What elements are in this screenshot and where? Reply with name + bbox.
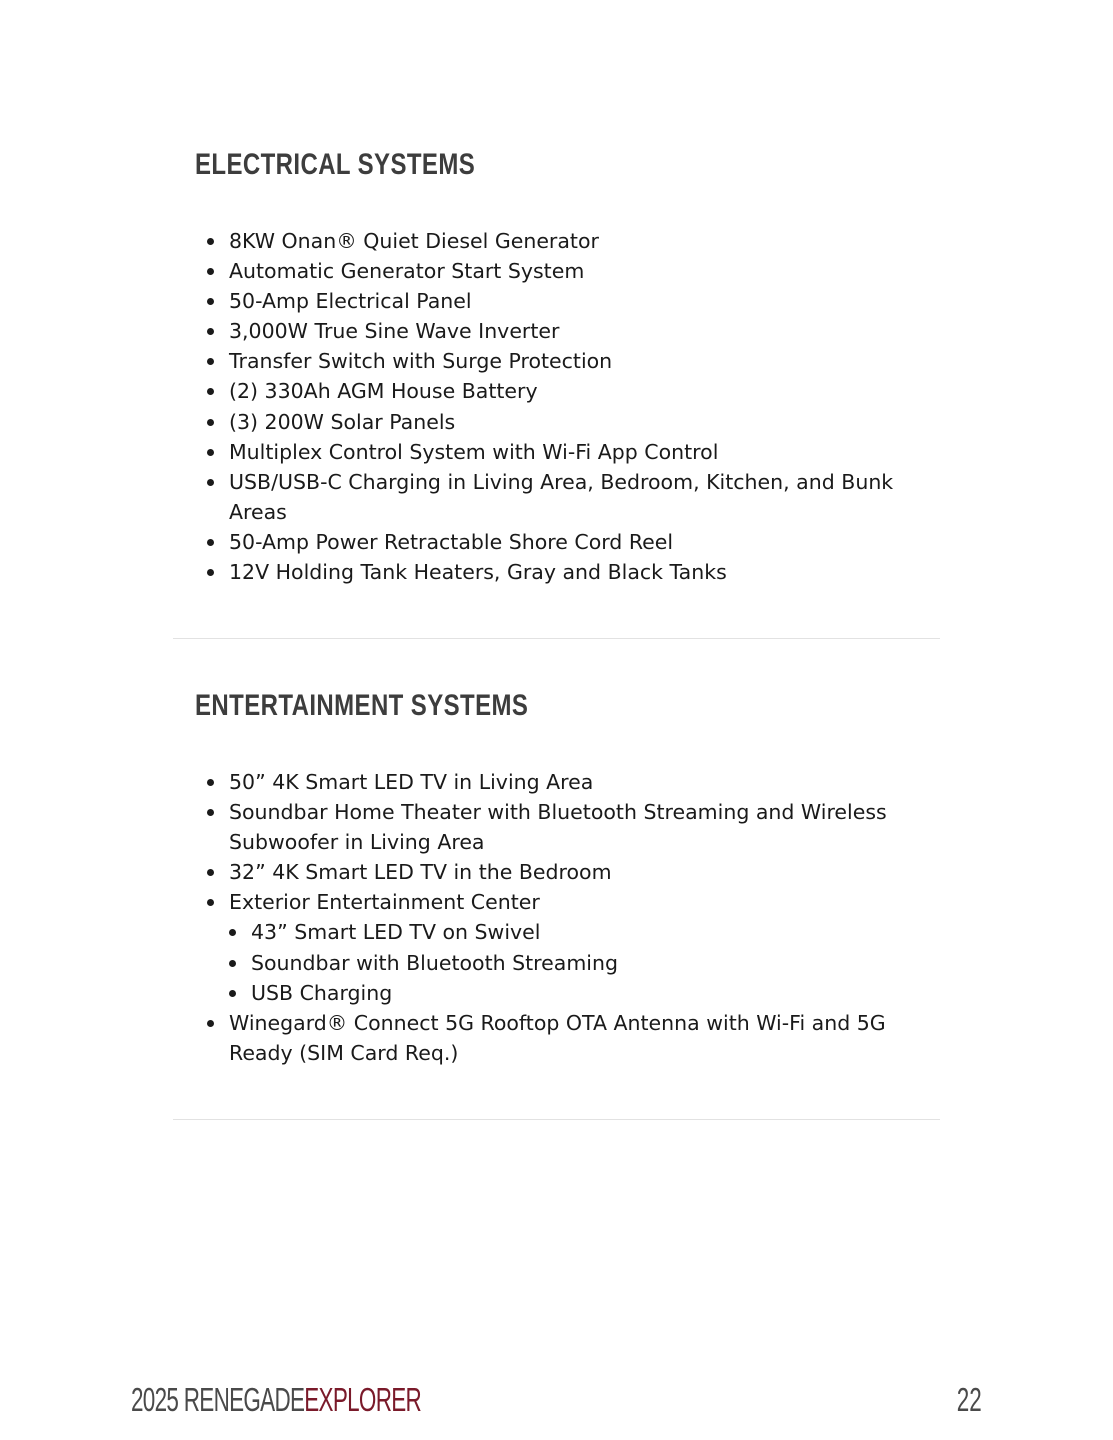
list-item: Multiplex Control System with Wi-Fi App Control <box>229 437 909 467</box>
section-divider <box>173 1119 940 1120</box>
list-item: 3,000W True Sine Wave Inverter <box>229 316 909 346</box>
electrical-systems-heading: ELECTRICAL SYSTEMS <box>195 148 476 181</box>
list-item: Winegard® Connect 5G Rooftop OTA Antenna with Wi-Fi and 5G Ready (SIM Card Req.) <box>229 1008 909 1068</box>
list-item: 50-Amp Power Retractable Shore Cord Reel <box>229 527 909 557</box>
entertainment-systems-heading: ENTERTAINMENT SYSTEMS <box>195 689 529 722</box>
page-number: 22 <box>957 1381 982 1418</box>
list-item: (2) 330Ah AGM House Battery <box>229 376 909 406</box>
electrical-systems-list <box>229 226 909 587</box>
exterior-entertainment-sublist <box>229 917 909 1007</box>
list-item-label: Exterior Entertainment Center <box>229 890 540 915</box>
list-item: Automatic Generator Start System <box>229 256 909 286</box>
entertainment-systems-list <box>229 767 909 1068</box>
sub-list-item: 43” Smart LED TV on Swivel <box>251 917 909 947</box>
footer-brand-name: RENEGADE <box>183 1381 305 1418</box>
list-item: 32” 4K Smart LED TV in the Bedroom <box>229 857 909 887</box>
footer-brand <box>131 1380 421 1420</box>
list-item: 50-Amp Electrical Panel <box>229 286 909 316</box>
footer-model-name: EXPLORER <box>304 1381 422 1418</box>
list-item: Soundbar Home Theater with Bluetooth Streaming and Wireless Subwoofer in Living Area <box>229 797 909 857</box>
list-item: USB/USB-C Charging in Living Area, Bedroom, Kitchen, and Bunk Areas <box>229 467 909 527</box>
list-item-exterior-entertainment <box>229 887 909 1007</box>
list-item: (3) 200W Solar Panels <box>229 407 909 437</box>
sub-list-item: USB Charging <box>251 978 909 1008</box>
section-divider <box>173 638 940 639</box>
sub-list-item: Soundbar with Bluetooth Streaming <box>251 948 909 978</box>
list-item: 8KW Onan® Quiet Diesel Generator <box>229 226 909 256</box>
footer-year: 2025 <box>131 1381 179 1418</box>
list-item: Transfer Switch with Surge Protection <box>229 346 909 376</box>
list-item: 12V Holding Tank Heaters, Gray and Black Tanks <box>229 557 909 587</box>
list-item: 50” 4K Smart LED TV in Living Area <box>229 767 909 797</box>
